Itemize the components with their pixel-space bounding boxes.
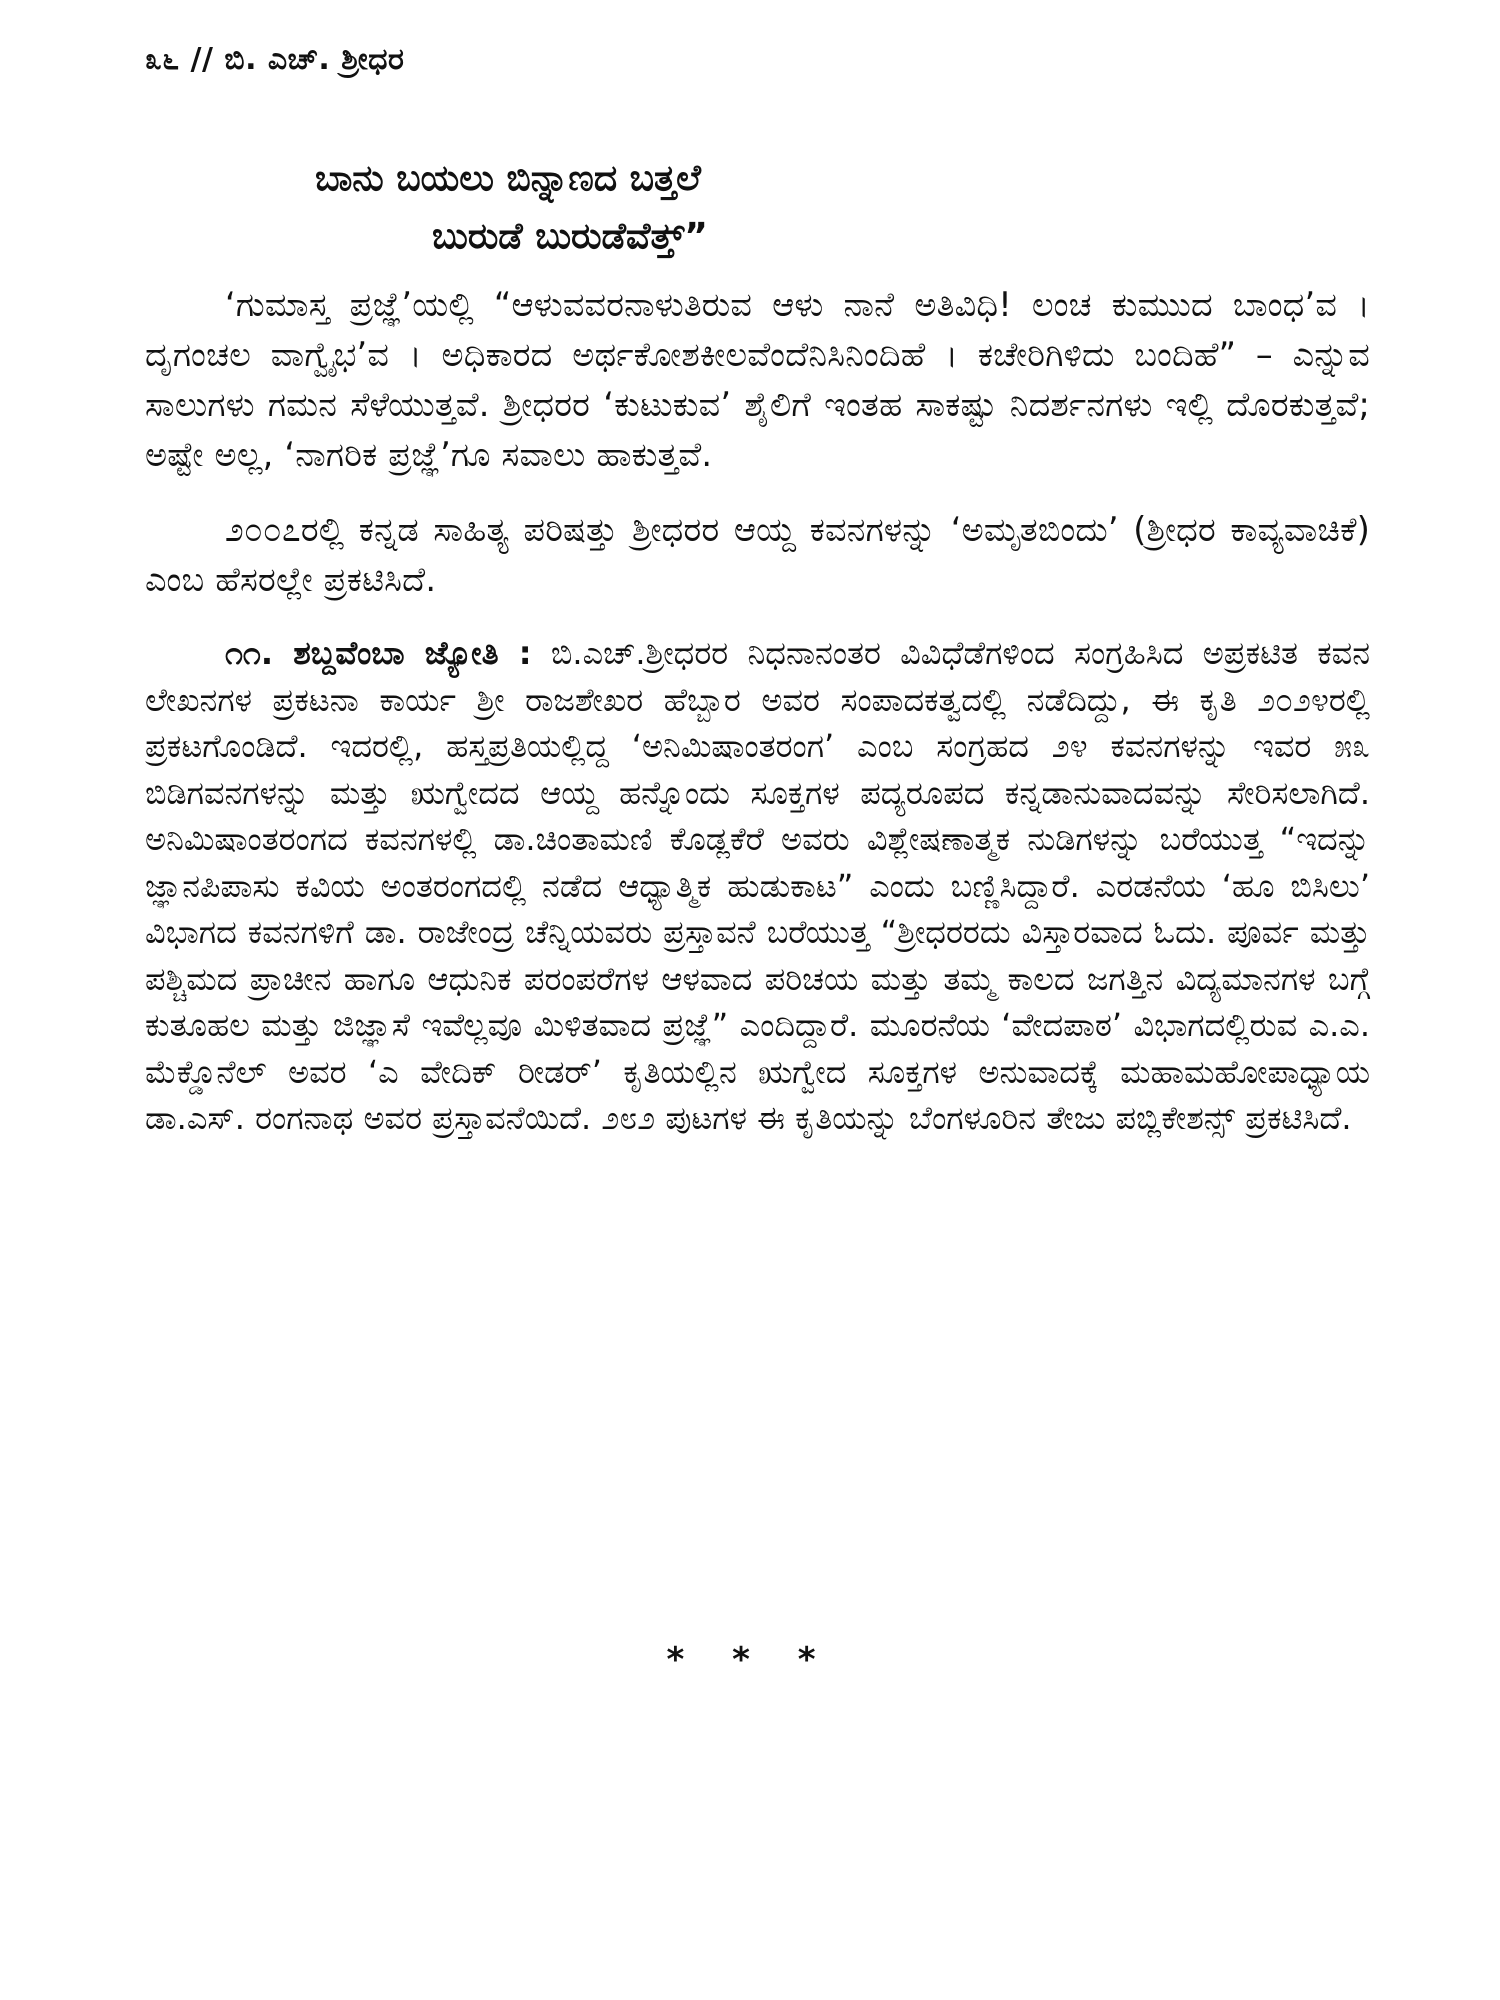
paragraph-amrutabindu: ೨೦೦೭ರಲ್ಲಿ ಕನ್ನಡ ಸಾಹಿತ್ಯ ಪರಿಷತ್ತು ಶ್ರೀಧರರ ಆಯ್ದ ಕವನಗಳನ್ನು ‘ಅಮೃತಬಿಂದು’ (ಶ್ರೀಧರ ಕಾವ್ಯವಾಚಿಕೆ) ಎಂಬ ಹೆಸರಲ್ಲೇ ಪ್ರಕಟಿಸಿದೆ. <box>145 510 1370 599</box>
paragraph-gumasta: ‘ಗುಮಾಸ್ತ ಪ್ರಜ್ಞೆ’ಯಲ್ಲಿ “ಆಳುವವರನಾಳುತಿರುವ ಆಳು ನಾನೆ ಅತಿವಿಧಿ! ಲಂಚ ಕುಮುುದ ಬಾಂಧ’ವ । ದೃಗಂಚಲ ವಾಗ್ವೈಭ’ವ । ಅಧಿಕಾರದ ಅರ್ಥಕೋಶಕೀಲವೆಂದೆನಿಸಿನಿಂದಿಹೆ । ಕಚೇರಿಗಿಳಿದು ಬಂದಿಹೆ” – ಎನ್ನುವ ಸಾಲುಗಳು ಗಮನ ಸೆಳೆಯುತ್ತವೆ. ಶ್ರೀಧರರ ‘ಕುಟುಕುವ’ ಶೈಲಿಗೆ ಇಂತಹ ಸಾಕಷ್ಟು ನಿದರ್ಶನಗಳು ಇಲ್ಲಿ ದೊರಕುತ್ತವೆ; ಅಷ್ಟೇ ಅಲ್ಲ, ‘ನಾಗರಿಕ ಪ್ರಜ್ಞೆ’ಗೂ ಸವಾಲು ಹಾಕುತ್ತವೆ. <box>145 285 1370 474</box>
section-end-mark: * * * <box>666 1640 834 1680</box>
section-heading: ೧೧. ಶಬ್ದವೆಂಬಾ ಜ್ಯೋತಿ : <box>225 634 532 672</box>
verse-line: ಬಾನು ಬಯಲು ಬಿನ್ನಾಣದ ಬತ್ತಲೆ <box>315 158 701 199</box>
body-text <box>145 280 1370 1167</box>
paragraph-shabdavemba <box>145 630 1370 1142</box>
verse-block <box>0 150 1500 266</box>
running-head: ೩೬ // ಬಿ. ಎಚ್. ಶ್ರೀಧರ <box>145 42 405 77</box>
verse-line: ಬುರುಡೆ ಬುರುಡೆವೆತ್ತ್” <box>432 216 708 257</box>
paragraph-body: ಬಿ.ಎಚ್.ಶ್ರೀಧರರ ನಿಧನಾನಂತರ ವಿವಿಧೆಡೆಗಳಿಂದ ಸಂಗ್ರಹಿಸಿದ ಅಪ್ರಕಟಿತ ಕವನ ಲೇಖನಗಳ ಪ್ರಕಟನಾ ಕಾರ್ಯ ಶ್ರೀ ರಾಜಶೇಖರ ಹೆಬ್ಬಾರ ಅವರ ಸಂಪಾದಕತ್ವದಲ್ಲಿ ನಡೆದಿದ್ದು, ಈ ಕೃತಿ ೨೦೨೪ರಲ್ಲಿ ಪ್ರಕಟಗೊಂಡಿದೆ. ಇದರಲ್ಲಿ, ಹಸ್ತಪ್ರತಿಯಲ್ಲಿದ್ದ ‘ಅನಿಮಿಷಾಂತರಂಗ’ ಎಂಬ ಸಂಗ್ರಹದ ೨೪ ಕವನಗಳನ್ನು ಇವರ ೫೩ ಬಿಡಿಗವನಗಳನ್ನು ಮತ್ತು ಋಗ್ವೇದದ ಆಯ್ದ ಹನ್ನೊಂದು ಸೂಕ್ತಗಳ ಪದ್ಯರೂಪದ ಕನ್ನಡಾನುವಾದವನ್ನು ಸೇರಿಸಲಾಗಿದೆ. ಅನಿಮಿಷಾಂತರಂಗದ ಕವನಗಳಲ್ಲಿ ಡಾ.ಚಿಂತಾಮಣಿ ಕೊಡ್ಲಕೆರೆ ಅವರು ವಿಶ್ಲೇಷಣಾತ್ಮಕ ನುಡಿಗಳನ್ನು ಬರೆಯುತ್ತ “ಇದನ್ನು ಜ್ಞಾನಪಿಪಾಸು ಕವಿಯ ಅಂತರಂಗದಲ್ಲಿ ನಡೆದ ಆಧ್ಯಾತ್ಮಿಕ ಹುಡುಕಾಟ” ಎಂದು ಬಣ್ಣಿಸಿದ್ದಾರೆ. ಎರಡನೆಯ ‘ಹೂ ಬಿಸಿಲು’ ವಿಭಾಗದ ಕವನಗಳಿಗೆ ಡಾ. ರಾಜೇಂದ್ರ ಚೆನ್ನಿಯವರು ಪ್ರಸ್ತಾವನೆ ಬರೆಯುತ್ತ “ಶ್ರೀಧರರದು ವಿಸ್ತಾರವಾದ ಓದು. ಪೂರ್ವ ಮತ್ತು ಪಶ್ಚಿಮದ ಪ್ರಾಚೀನ ಹಾಗೂ ಆಧುನಿಕ ಪರಂಪರೆಗಳ ಆಳವಾದ ಪರಿಚಯ ಮತ್ತು ತಮ್ಮ ಕಾಲದ ಜಗತ್ತಿನ ವಿದ್ಯಮಾನಗಳ ಬಗ್ಗೆ ಕುತೂಹಲ ಮತ್ತು ಜಿಜ್ಞಾಸೆ ಇವೆಲ್ಲವೂ ಮಿಳಿತವಾದ ಪ್ರಜ್ಞೆ” ಎಂದಿದ್ದಾರೆ. ಮೂರನೆಯ ‘ವೇದಪಾಠ’ ವಿಭಾಗದಲ್ಲಿರುವ ಎ.ಎ. ಮೆಕ್ಡೊನೆಲ್ ಅವರ ‘ಎ ವೇದಿಕ್ ರೀಡರ್’ ಕೃತಿಯಲ್ಲಿನ ಋಗ್ವೇದ ಸೂಕ್ತಗಳ ಅನುವಾದಕ್ಕೆ ಮಹಾಮಹೋಪಾಧ್ಯಾಯ ಡಾ.ಎಸ್. ರಂಗನಾಥ ಅವರ ಪ್ರಸ್ತಾವನೆಯಿದೆ. ೨೮೨ ಪುಟಗಳ ಈ ಕೃತಿಯನ್ನು ಬೆಂಗಳೂರಿನ ತೇಜು ಪಬ್ಲಿಕೇಶನ್ಸ್ ಪ್ರಕಟಿಸಿದೆ. <box>145 634 1370 1137</box>
